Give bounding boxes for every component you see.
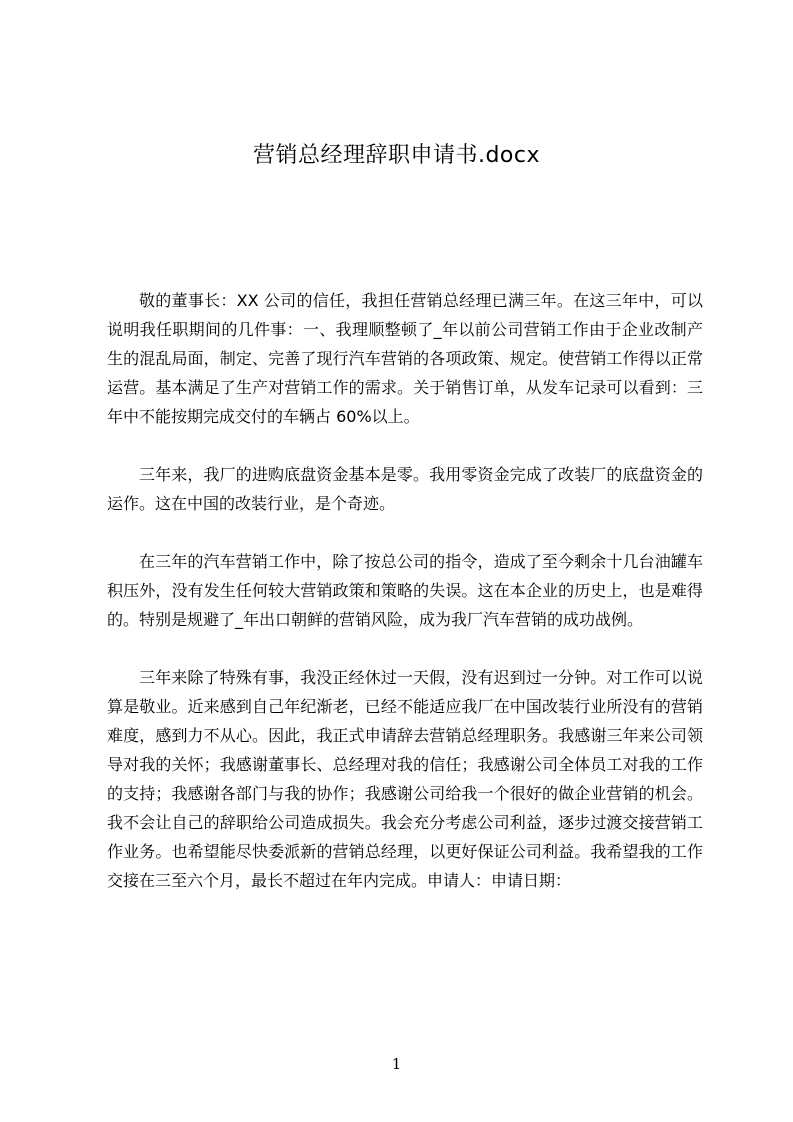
page-number: 1 (391, 1055, 402, 1073)
paragraph-1: 敬的董事长：XX 公司的信任，我担任营销总经理已满三年。在这三年中，可以说明我任职期间的几件事：一、我理顺整顿了_年以前公司营销工作由于企业改制产生的混乱局面，制定、完善了现行汽车营销的各项政策、规定。使营销工作得以正常运营。基本满足了生产对营销工作的需求。关于销售订单，从发车记录可以看到：三年中不能按期完成交付的车辆占 60%以上。 (107, 291, 703, 426)
document-title: 营销总经理辞职申请书.docx (252, 143, 541, 168)
paragraph-2: 三年来，我厂的进购底盘资金基本是零。我用零资金完成了改装厂的底盘资金的运作。这在中国的改装行业，是个奇迹。 (107, 465, 703, 513)
document-body (107, 286, 703, 924)
paragraph-4: 三年来除了特殊有事，我没正经休过一天假，没有迟到过一分钟。对工作可以说算是敬业。近来感到自己年纪渐老，已经不能适应我厂在中国改装行业所没有的营销难度，感到力不从心。因此，我正式申请辞去营销总经理职务。我感谢三年来公司领导对我的关怀；我感谢董事长、总经理对我的信任；我感谢公司全体员工对我的工作的支持；我感谢各部门与我的协作；我感谢公司给我一个很好的做企业营销的机会。我不会让自己的辞职给公司造成损失。我会充分考虑公司利益，逐步过渡交接营销工作业务。也希望能尽快委派新的营销总经理，以更好保证公司利益。我希望我的工作交接在三至六个月，最长不超过在年内完成。申请人：申请日期： (107, 668, 703, 890)
paragraph-3: 在三年的汽车营销工作中，除了按总公司的指令，造成了至今剩余十几台油罐车积压外，没有发生任何较大营销政策和策略的失误。这在本企业的历史上，也是难得的。特别是规避了_年出口朝鲜的营销风险，成为我厂汽车营销的成功战例。 (107, 552, 703, 629)
